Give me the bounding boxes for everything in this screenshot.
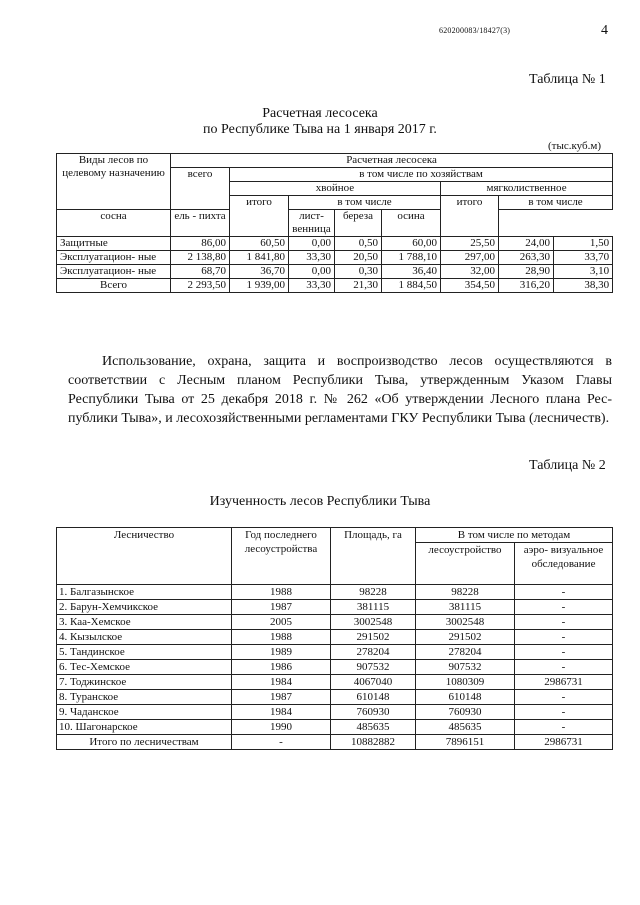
cell: 0,30 bbox=[335, 265, 382, 279]
row-label: Всего bbox=[57, 279, 171, 293]
table-row bbox=[57, 630, 613, 645]
cell: 1986 bbox=[232, 660, 331, 675]
cell: 760930 bbox=[416, 705, 515, 720]
forestry-name: 9. Чаданское bbox=[57, 705, 232, 720]
table2-title: Изученность лесов Республики Тыва bbox=[209, 494, 431, 509]
col-forestry-header: Лесничество bbox=[57, 528, 232, 585]
cell: - bbox=[515, 600, 613, 615]
cell: 1989 bbox=[232, 645, 331, 660]
col-aerovisual-header: аэро- визуальное обследование bbox=[515, 543, 613, 585]
cell: 1 841,80 bbox=[230, 251, 289, 265]
cell: 1984 bbox=[232, 675, 331, 690]
cell: 297,00 bbox=[441, 251, 499, 265]
forestry-name: 5. Тандинское bbox=[57, 645, 232, 660]
cell: - bbox=[515, 630, 613, 645]
cell: 278204 bbox=[416, 645, 515, 660]
table1-label: Таблица № 1 bbox=[529, 72, 606, 87]
table-row bbox=[57, 600, 613, 615]
cell: 1080309 bbox=[416, 675, 515, 690]
table-row bbox=[57, 237, 613, 251]
table-row bbox=[57, 690, 613, 705]
cell: 3002548 bbox=[331, 615, 416, 630]
col-allowable-cut-header: Расчетная лесосека bbox=[171, 154, 613, 168]
table2-label: Таблица № 2 bbox=[529, 458, 606, 473]
table-row bbox=[57, 675, 613, 690]
cell: 1990 bbox=[232, 720, 331, 735]
col-year-header: Год последнего лесоустройства bbox=[232, 528, 331, 585]
forest-survey-table bbox=[56, 527, 613, 750]
cell: 1984 bbox=[232, 705, 331, 720]
cell: 60,50 bbox=[230, 237, 289, 251]
cell: 291502 bbox=[331, 630, 416, 645]
cell: 1987 bbox=[232, 690, 331, 705]
cell: 2 293,50 bbox=[171, 279, 230, 293]
col-total-header: всего bbox=[171, 168, 230, 210]
cell: 1 884,50 bbox=[382, 279, 441, 293]
row-label: Эксплуатацион- ные bbox=[57, 251, 171, 265]
cell: 33,30 bbox=[289, 279, 335, 293]
table-row bbox=[57, 705, 613, 720]
row-label: Эксплуатацион- ные bbox=[57, 265, 171, 279]
cell: 907532 bbox=[331, 660, 416, 675]
cell: 760930 bbox=[331, 705, 416, 720]
col-larch-header: лист- венница bbox=[289, 210, 335, 237]
cell: 98228 bbox=[416, 585, 515, 600]
cell: - bbox=[515, 690, 613, 705]
forestry-name: 2. Барун-Хемчикское bbox=[57, 600, 232, 615]
cell: 2986731 bbox=[515, 735, 613, 750]
forestry-name: 10. Шагонарское bbox=[57, 720, 232, 735]
cell: 1 788,10 bbox=[382, 251, 441, 265]
cell: 32,00 bbox=[441, 265, 499, 279]
cell: 7896151 bbox=[416, 735, 515, 750]
forestry-name: 8. Туранское bbox=[57, 690, 232, 705]
forestry-name: 6. Тес-Хемское bbox=[57, 660, 232, 675]
table1-title-line1: Расчетная лесосека bbox=[262, 106, 378, 121]
cell: 610148 bbox=[331, 690, 416, 705]
cell: 33,70 bbox=[554, 251, 613, 265]
forestry-name: 3. Каа-Хемское bbox=[57, 615, 232, 630]
cell: - bbox=[515, 585, 613, 600]
table-row-total bbox=[57, 279, 613, 293]
cell: 2005 bbox=[232, 615, 331, 630]
cell: 1988 bbox=[232, 585, 331, 600]
cell: 485635 bbox=[331, 720, 416, 735]
col-coniferous-subtotal-header: итого bbox=[230, 196, 289, 237]
cell: 1988 bbox=[232, 630, 331, 645]
col-aspen-header: осина bbox=[382, 210, 441, 237]
cell: 485635 bbox=[416, 720, 515, 735]
allowable-cut-table bbox=[56, 153, 613, 293]
cell: 10882882 bbox=[331, 735, 416, 750]
body-paragraph: Использование, охрана, защита и воспроизводство лесов осуществляются в соответствии с Лесным планом Республики Тыва, утвержденным Указом Главы Республики Тыва от 25 декабря 2018 г. № 262 «Об утверждении Лесного плана Республики Тыва», и лесохозяйственными регламентами ГКУ Республики Тыва (лесничеств). bbox=[68, 354, 612, 426]
cell: 381115 bbox=[331, 600, 416, 615]
table1-header-row-5 bbox=[57, 210, 613, 237]
cell: - bbox=[515, 615, 613, 630]
table1-header-row-1 bbox=[57, 154, 613, 168]
document-id: 620200083/18427(3) bbox=[439, 26, 511, 35]
cell: 0,00 bbox=[289, 265, 335, 279]
forestry-name: 4. Кызылское bbox=[57, 630, 232, 645]
cell: 24,00 bbox=[499, 237, 554, 251]
cell: 20,50 bbox=[335, 251, 382, 265]
cell: - bbox=[515, 720, 613, 735]
cell: 1,50 bbox=[554, 237, 613, 251]
table-row bbox=[57, 251, 613, 265]
table-row bbox=[57, 615, 613, 630]
col-forest-type-header: Виды лесов по целевому назначению bbox=[57, 154, 171, 210]
cell: 4067040 bbox=[331, 675, 416, 690]
cell: 0,00 bbox=[289, 237, 335, 251]
cell: 28,90 bbox=[499, 265, 554, 279]
col-forest-mgmt-header: лесоустройство bbox=[416, 543, 515, 585]
cell: 278204 bbox=[331, 645, 416, 660]
table-row-total bbox=[57, 735, 613, 750]
cell: 33,30 bbox=[289, 251, 335, 265]
cell: - bbox=[232, 735, 331, 750]
cell: 36,70 bbox=[230, 265, 289, 279]
cell: 263,30 bbox=[499, 251, 554, 265]
table-row bbox=[57, 720, 613, 735]
table1-title-line2: по Республике Тыва на 1 января 2017 г. bbox=[203, 122, 437, 137]
col-area-header: Площадь, га bbox=[331, 528, 416, 585]
forestry-name: Итого по лесничествам bbox=[57, 735, 232, 750]
cell: 2 138,80 bbox=[171, 251, 230, 265]
col-softwood-incl-header: в том числе bbox=[499, 196, 613, 210]
col-by-household-header: в том числе по хозяйствам bbox=[230, 168, 613, 182]
table-row bbox=[57, 660, 613, 675]
cell: 21,30 bbox=[335, 279, 382, 293]
col-pine-header: сосна bbox=[57, 210, 171, 237]
col-softwood-subtotal-header: итого bbox=[441, 196, 499, 237]
col-coniferous-header: хвойное bbox=[230, 182, 441, 196]
cell: 68,70 bbox=[171, 265, 230, 279]
cell: 60,00 bbox=[382, 237, 441, 251]
cell: 907532 bbox=[416, 660, 515, 675]
cell: - bbox=[515, 705, 613, 720]
forestry-name: 7. Тоджинское bbox=[57, 675, 232, 690]
cell: - bbox=[515, 645, 613, 660]
cell: 3,10 bbox=[554, 265, 613, 279]
col-softwood-header: мягколиственное bbox=[441, 182, 613, 196]
col-spruce-fir-header: ель - пихта bbox=[171, 210, 230, 237]
cell: 381115 bbox=[416, 600, 515, 615]
col-birch-header: береза bbox=[335, 210, 382, 237]
col-methods-header: В том числе по методам bbox=[416, 528, 613, 543]
cell: 610148 bbox=[416, 690, 515, 705]
cell: 316,20 bbox=[499, 279, 554, 293]
cell: 38,30 bbox=[554, 279, 613, 293]
cell: 3002548 bbox=[416, 615, 515, 630]
table-row bbox=[57, 265, 613, 279]
cell: - bbox=[515, 660, 613, 675]
col-coniferous-incl-header: в том числе bbox=[289, 196, 441, 210]
table1-units: (тыс.куб.м) bbox=[548, 140, 602, 152]
row-label: Защитные bbox=[57, 237, 171, 251]
cell: 0,50 bbox=[335, 237, 382, 251]
cell: 25,50 bbox=[441, 237, 499, 251]
page-number: 4 bbox=[601, 23, 608, 38]
cell: 1 939,00 bbox=[230, 279, 289, 293]
cell: 1987 bbox=[232, 600, 331, 615]
cell: 86,00 bbox=[171, 237, 230, 251]
cell: 98228 bbox=[331, 585, 416, 600]
table-row bbox=[57, 585, 613, 600]
cell: 36,40 bbox=[382, 265, 441, 279]
table-row bbox=[57, 645, 613, 660]
cell: 354,50 bbox=[441, 279, 499, 293]
cell: 291502 bbox=[416, 630, 515, 645]
forestry-name: 1. Балгазынское bbox=[57, 585, 232, 600]
table2-header-row-1 bbox=[57, 528, 613, 543]
cell: 2986731 bbox=[515, 675, 613, 690]
